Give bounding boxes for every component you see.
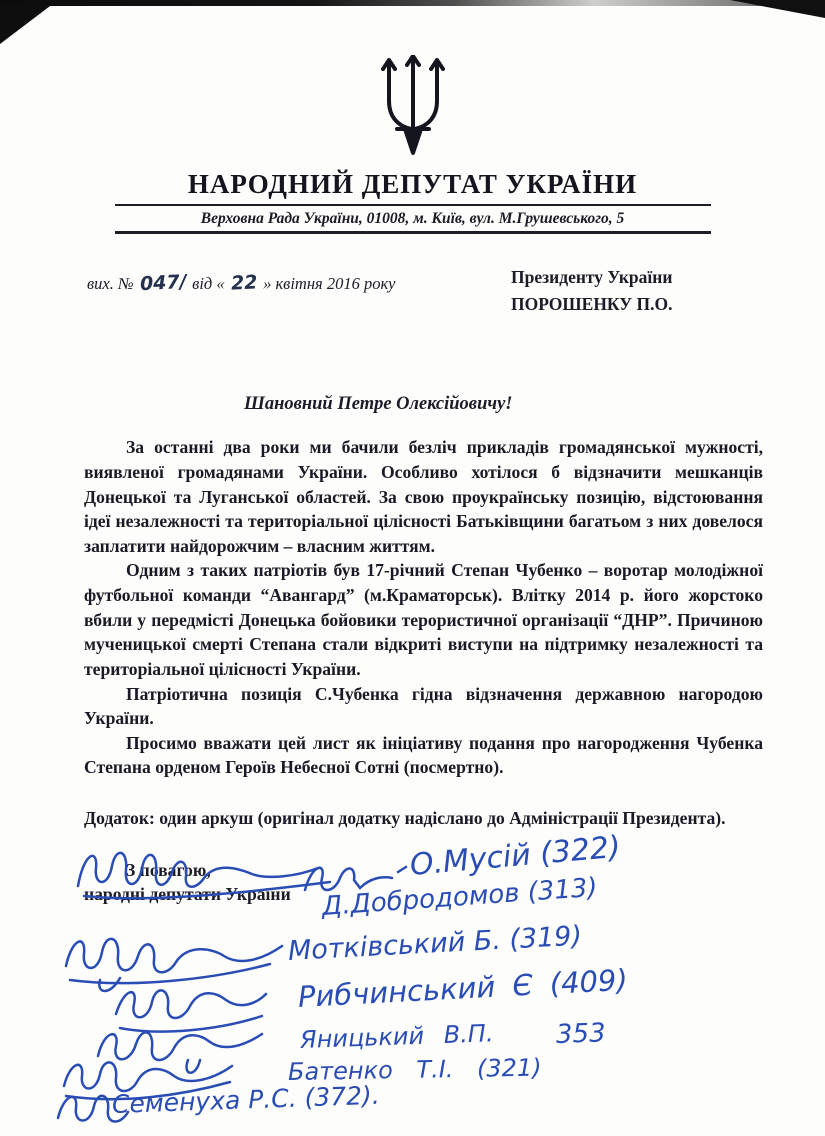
addressee-block	[511, 264, 763, 318]
letterhead-address: Верховна Рада України, 01008, м. Київ, вул. М.Грушевського, 5	[200, 210, 625, 227]
body-paragraph: Патріотична позиція С.Чубенка гідна відзначення державною нагородою України.	[84, 683, 763, 729]
letterhead-divider-bottom	[115, 231, 711, 234]
signature-label: Мотківський Б. (319)	[287, 920, 583, 967]
body-paragraph: Одним з таких патріотів був 17-річний Степан Чубенко – воротар молодіжної футбольної команди “Авангард” (м.Краматорськ). Влітку 2014 р. його жорстоко вбили у передмісті Донецька бойовики терористичної організації “ДНР”. Причиною мученицької смерті Степана стали відкриті виступи на підтримку незалежності та територіальної цілісності України.	[84, 560, 763, 679]
signature-label: Рибчинський Є (409)	[297, 962, 629, 1014]
signatures-area	[0, 829, 825, 1136]
body-paragraph: Просимо вважати цей лист як ініціативу подання про нагородження Чубенка Степана орденом Героїв Небесної Сотні (посмертно).	[84, 732, 763, 778]
signature-label: Батенко Т.І. (321)	[287, 1053, 542, 1086]
letterhead-title: НАРОДНИЙ ДЕПУТАТ УКРАЇНИ	[187, 169, 638, 199]
closing-signers: народні депутати України	[84, 883, 291, 904]
scan-artifact-top-edge	[0, 0, 825, 6]
signature-label: Д.Добродомов (313)	[320, 872, 599, 922]
ref-middle: від «	[192, 274, 225, 293]
ref-suffix: » квітня 2016 року	[263, 274, 396, 293]
signature-label: О.Мусій (322)	[408, 829, 623, 883]
scan-artifact-corner-right	[730, 0, 825, 18]
ukraine-trident-icon	[376, 55, 450, 161]
reference-line	[84, 264, 398, 318]
addressee-title: Президенту України	[511, 267, 673, 287]
signature-label: Семенуха Р.С. (372).	[111, 1080, 381, 1119]
signature-label: Яницький В.П.	[299, 1019, 494, 1054]
letterhead-divider-top	[115, 204, 711, 206]
attachment-note: Додаток: один аркуш (оригінал додатку надіслано до Адміністрації Президента).	[84, 808, 726, 828]
scan-artifact-corner-left	[0, 0, 58, 44]
ref-prefix: вих. №	[87, 274, 134, 293]
date-day-handwritten: 22	[230, 271, 258, 295]
signature-label: 353	[555, 1018, 607, 1050]
salutation: Шановний Петре Олексійовичу!	[244, 394, 513, 415]
addressee-name: ПОРОШЕНКУ П.О.	[511, 294, 673, 315]
body-paragraph: За останні два роки ми бачили безліч прикладів громадянської мужності, виявленої громадянами України. Особливо хотілося б відзначити мешканців Донецької та Луганської областей. За свою проукраїнську позицію, відстоювання ідеї незалежності та територіальної цілісності Батьківщини багатьом з них довелося заплатити найдорожчим – власним життям.	[84, 437, 763, 556]
letter-body	[84, 435, 763, 780]
closing-regards: З повагою,	[126, 860, 211, 880]
outgoing-number-handwritten: 047/	[139, 270, 187, 296]
